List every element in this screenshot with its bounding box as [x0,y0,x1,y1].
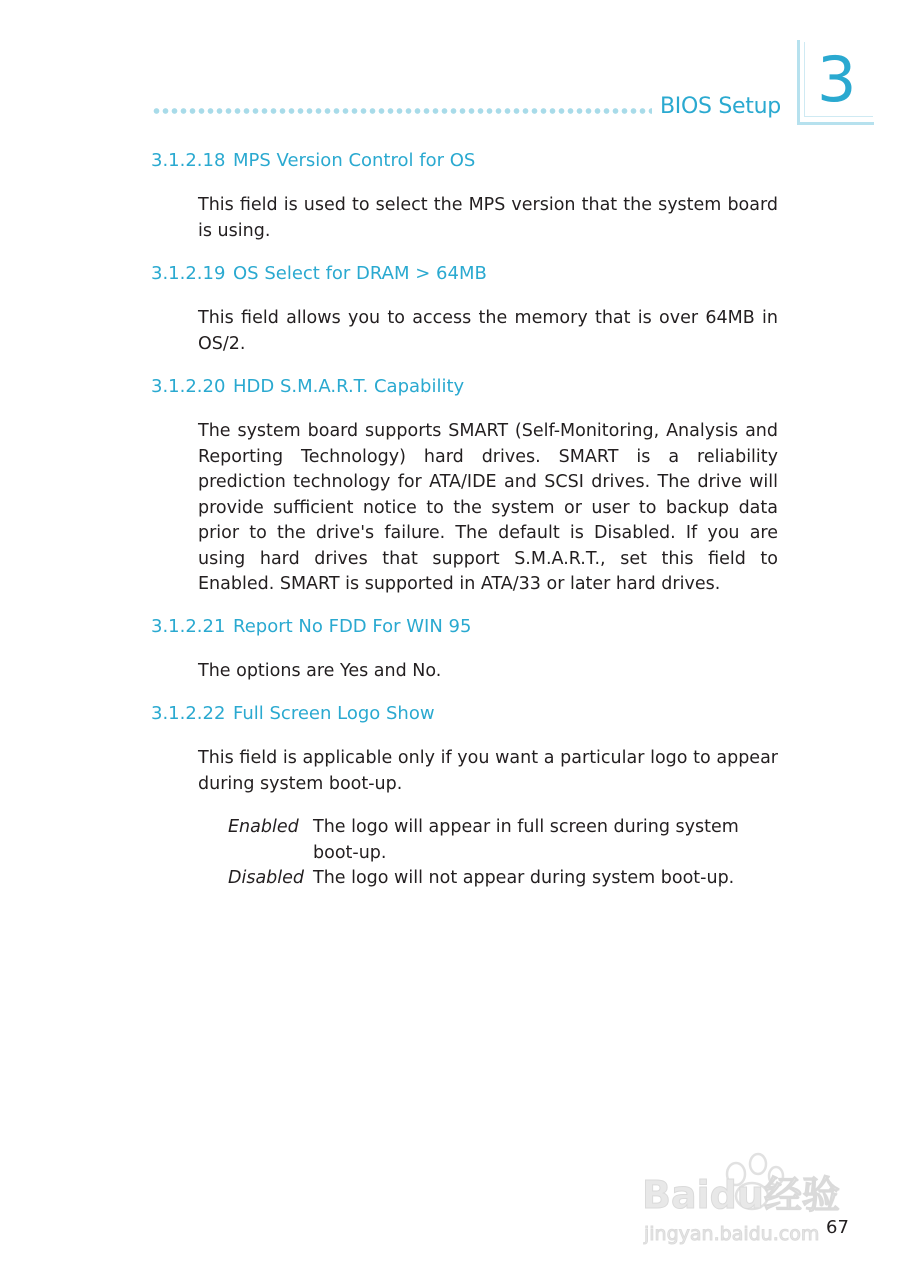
section-title: MPS Version Control for OS [233,150,476,171]
page-number: 67 [826,1217,849,1238]
section-title: Full Screen Logo Show [233,703,435,724]
section-body-mps-version: This field is used to select the MPS version that the system board is using. [198,195,778,241]
watermark-url: jingyan.baidu.com [644,1223,820,1245]
watermark-brand: Baidu经验 [642,1173,840,1217]
section-body-report-no-fdd: The options are Yes and No. [198,661,442,681]
section-title: Report No FDD For WIN 95 [233,616,472,637]
section-heading-hdd-smart [151,376,464,397]
option-description: The logo will not appear during system boot-up. [313,868,735,888]
section-body-hdd-smart: The system board supports SMART (Self-Monitoring, Analysis and Reporting Technology) hard drives. SMART is a reliability prediction technology for ATA/IDE and SCSI drives. The drive will provide sufficient notice to the system or user to backup data prior to the drive's failure. The default is Disabled. If you are using hard drives that support S.M.A.R.T., set this field to Enabled. SMART is supported in ATA/33 or later hard drives. [198,421,778,594]
section-title: OS Select for DRAM > 64MB [233,263,487,284]
option-term: Enabled [228,817,299,837]
section-number: 3.1.2.22 [151,703,226,724]
option-term: Disabled [228,868,305,888]
header-dotted-rule [152,107,652,115]
baidu-watermark-logo [640,1146,860,1256]
option-description: The logo will appear in full screen during system boot-up. [313,817,739,863]
section-heading-mps-version [151,150,475,171]
section-heading-os-select-dram [151,263,487,284]
section-number: 3.1.2.18 [151,150,226,171]
chapter-number: 3 [817,43,857,116]
section-number: 3.1.2.20 [151,376,226,397]
option-row-enabled [228,815,780,867]
header-title: BIOS Setup [660,94,781,119]
section-number: 3.1.2.19 [151,263,226,284]
section-heading-full-screen-logo [151,703,435,724]
section-number: 3.1.2.21 [151,616,226,637]
section-heading-report-no-fdd [151,616,471,637]
section-body-os-select-dram: This field allows you to access the memory that is over 64MB in OS/2. [198,308,778,354]
section-title: HDD S.M.A.R.T. Capability [233,376,465,397]
option-row-disabled [228,866,780,892]
section-body-full-screen-logo: This field is applicable only if you want a particular logo to appear during system boot-up. [198,748,778,794]
